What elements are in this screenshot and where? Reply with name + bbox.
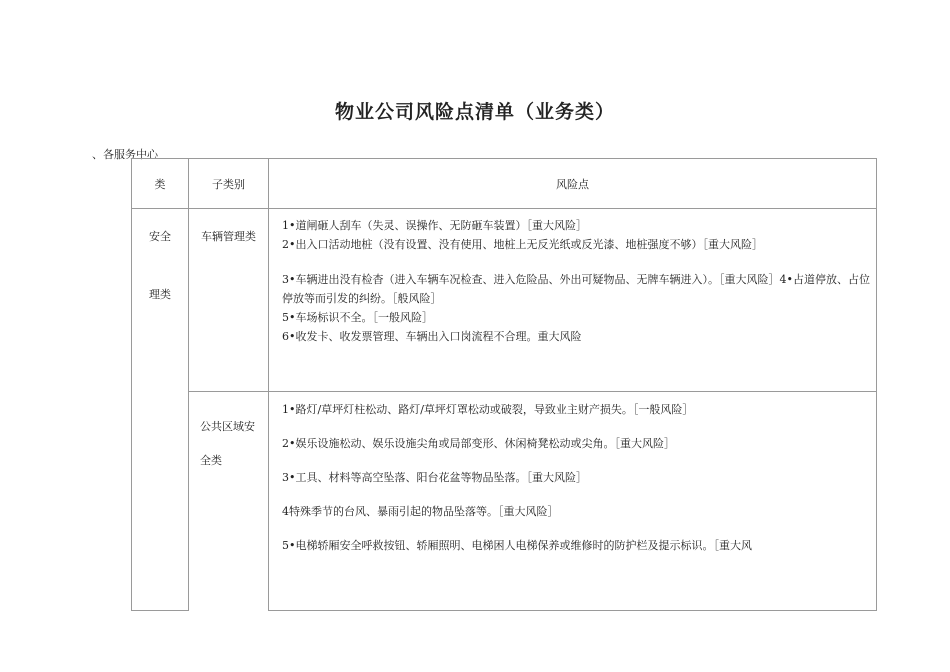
category-cell — [132, 209, 189, 611]
list-item: 2•娱乐设施松动、娱乐设施尖角或局部变形、休闲椅凳松动或尖角。［重大风险］ — [282, 437, 675, 451]
page-title: 物业公司风险点清单（业务类） — [334, 101, 615, 123]
list-item: 5•电梯轿厢安全呼救按钮、轿厢照明、电梯困人电梯保养或维修时的防护栏及提示标识。［重大风 — [282, 539, 752, 553]
risk-list-public-area — [269, 392, 877, 611]
category-label-line2: 理类 — [149, 288, 171, 301]
list-item: 1•道闸砸人刮车（失灵、误操作、无防砸车装置）［重大风险］ — [282, 219, 587, 232]
subcategory-public-area — [189, 392, 269, 611]
header-risk-points: 风险点 — [269, 159, 877, 209]
table-header-row — [132, 159, 877, 209]
risk-list-vehicle — [269, 209, 877, 392]
list-item: 2•出入口活动地桩（没有设置、没有使用、地桩上无反光纸或反光漆、地桩强度不够）［重大风险］ — [282, 238, 763, 251]
list-item: 3•工具、材料等高空坠落、阳台花盆等物品坠落。［重大风险］ — [282, 471, 587, 485]
section-heading: 、各服务中心 — [92, 148, 158, 161]
list-item: 4特殊季节的台风、暴雨引起的物品坠落等。［重大风险］ — [282, 505, 559, 519]
subcategory-vehicle: 车辆管理类 — [189, 209, 269, 392]
subcategory-label-line1: 公共区域安 — [200, 420, 255, 434]
risk-table — [131, 158, 877, 611]
list-item: 3•车辆进出没有检杳（进入车辆车况检查、进入危险品、外出可疑物品、无牌车辆进入）。［重大风险］4•占道停放、占位停放等而引发的纠纷。［般风险］ — [282, 273, 870, 305]
list-item: 5•车场标识不全。［一般风险］ — [282, 311, 433, 324]
category-label-line1: 安全 — [149, 230, 171, 243]
table-row — [132, 392, 877, 611]
list-item: 1•路灯/草坪灯柱松动、路灯/草坪灯罩松动或破裂，导致业主财产损失。［一般风险］ — [282, 403, 694, 417]
list-item: 6•收发卡、收发票管理、车辆出入口岗流程不合理。重大风险 — [282, 330, 582, 343]
header-subcategory: 子类别 — [189, 159, 269, 209]
subcategory-label-line2: 全类 — [200, 454, 222, 468]
table-row — [132, 209, 877, 392]
header-category: 类 — [132, 159, 189, 209]
